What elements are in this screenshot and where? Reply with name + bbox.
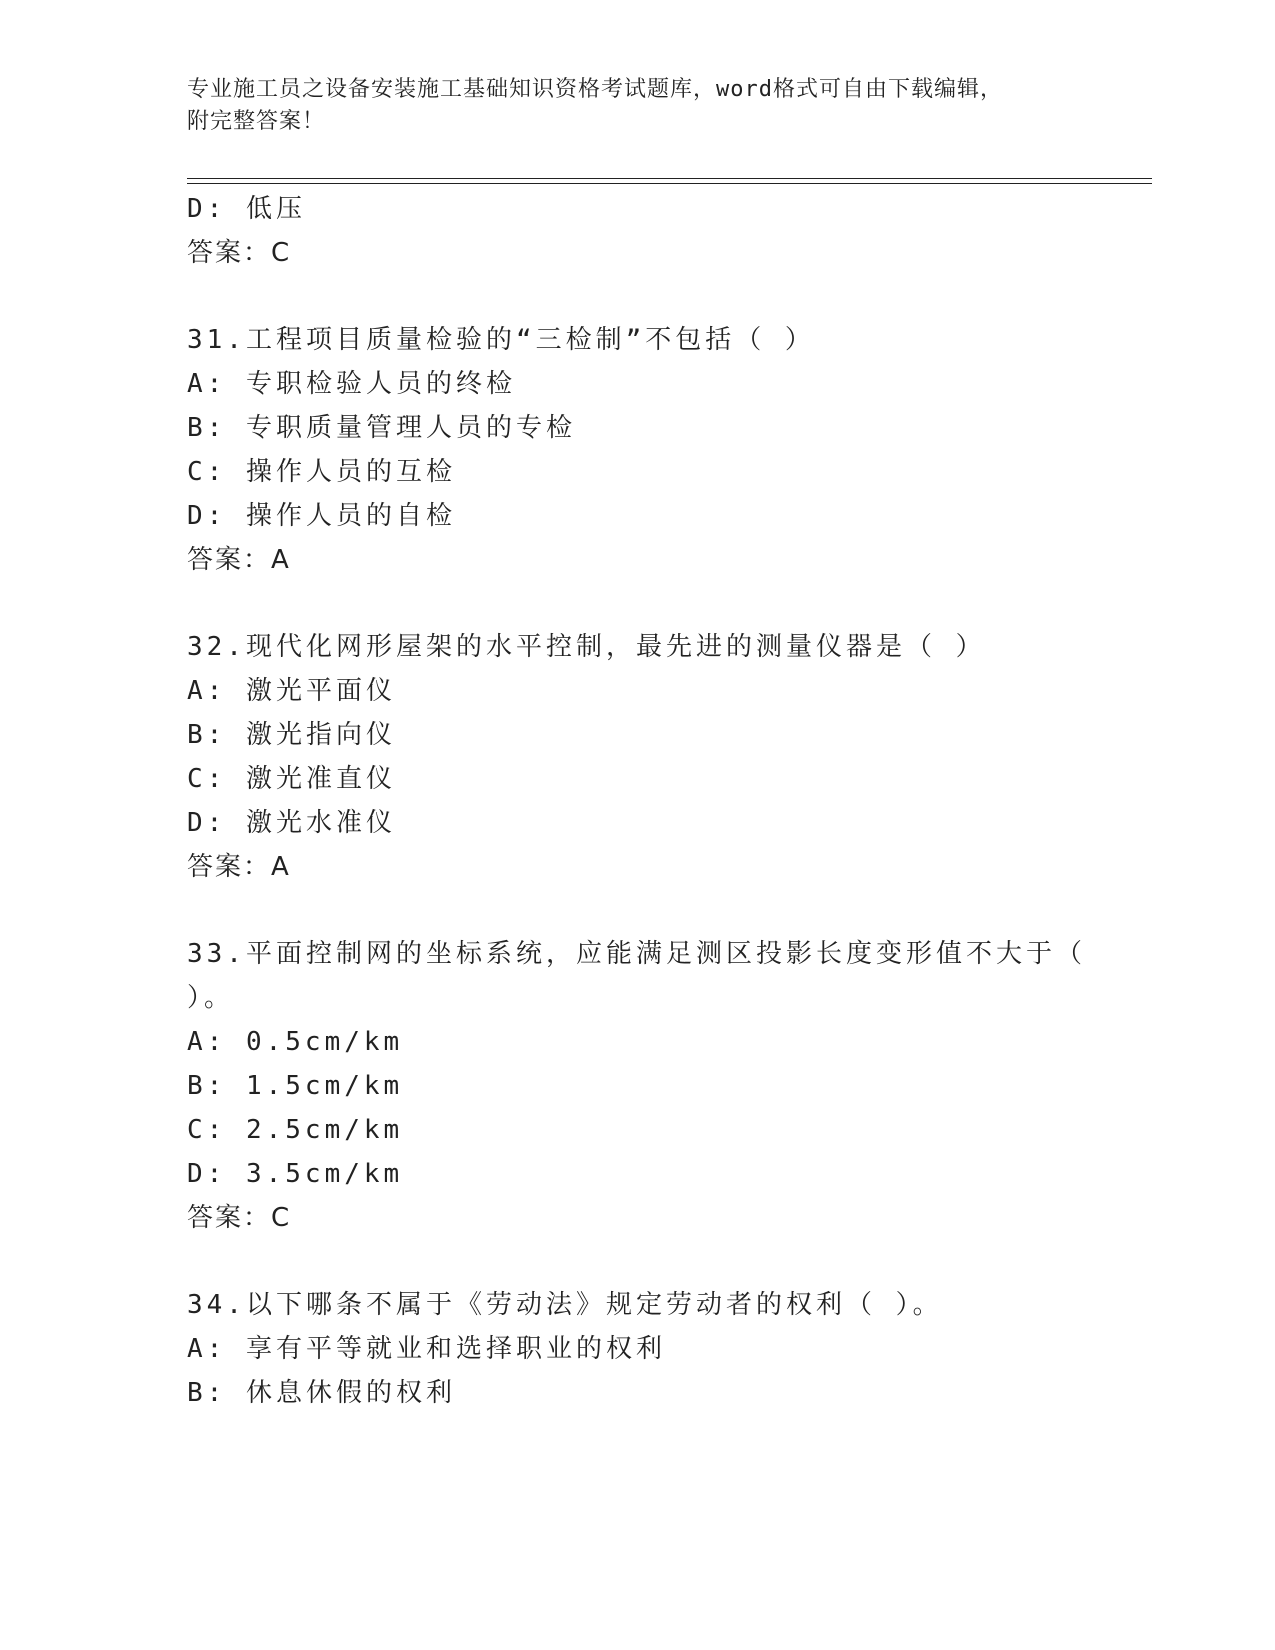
q33-answer: 答案：C <box>187 1203 292 1233</box>
q32-stem: 32.现代化网形屋架的水平控制，最先进的测量仪器是（ ） <box>187 632 986 662</box>
q33-stem-line1: 33.平面控制网的坐标系统，应能满足测区投影长度变形值不大于（ <box>187 939 1086 969</box>
q32-option-a: A: 激光平面仪 <box>187 676 396 706</box>
q33-option-a: A: 0.5cm/km <box>187 1027 404 1057</box>
q33-stem-line2: ）。 <box>187 983 235 1013</box>
q33-option-d: D: 3.5cm/km <box>187 1159 404 1189</box>
prev-answer: 答案：C <box>187 238 292 268</box>
q31-option-c: C: 操作人员的互检 <box>187 457 456 487</box>
prev-option-d: D: 低压 <box>187 194 306 224</box>
q32-option-b: B: 激光指向仪 <box>187 720 396 750</box>
document-header <box>187 74 1067 138</box>
q32-answer: 答案：A <box>187 852 291 882</box>
header-title-line2: 附完整答案！ <box>187 109 326 134</box>
q32-option-d: D: 激光水准仪 <box>187 808 396 838</box>
header-divider-bottom <box>187 183 1152 184</box>
q33-option-c: C: 2.5cm/km <box>187 1115 404 1145</box>
q31-option-b: B: 专职质量管理人员的专检 <box>187 413 576 443</box>
q31-option-d: D: 操作人员的自检 <box>187 501 456 531</box>
q34-option-a: A: 享有平等就业和选择职业的权利 <box>187 1334 666 1364</box>
header-divider-top <box>187 178 1152 179</box>
q31-stem: 31.工程项目质量检验的“三检制”不包括（ ） <box>187 325 815 355</box>
q31-option-a: A: 专职检验人员的终检 <box>187 369 516 399</box>
q34-stem: 34.以下哪条不属于《劳动法》规定劳动者的权利（ ）。 <box>187 1290 943 1320</box>
q34-option-b: B: 休息休假的权利 <box>187 1378 456 1408</box>
q33-option-b: B: 1.5cm/km <box>187 1071 404 1101</box>
header-title-line1: 专业施工员之设备安装施工基础知识资格考试题库，word格式可自由下载编辑， <box>187 77 1003 102</box>
q32-option-c: C: 激光准直仪 <box>187 764 396 794</box>
q31-answer: 答案：A <box>187 545 291 575</box>
